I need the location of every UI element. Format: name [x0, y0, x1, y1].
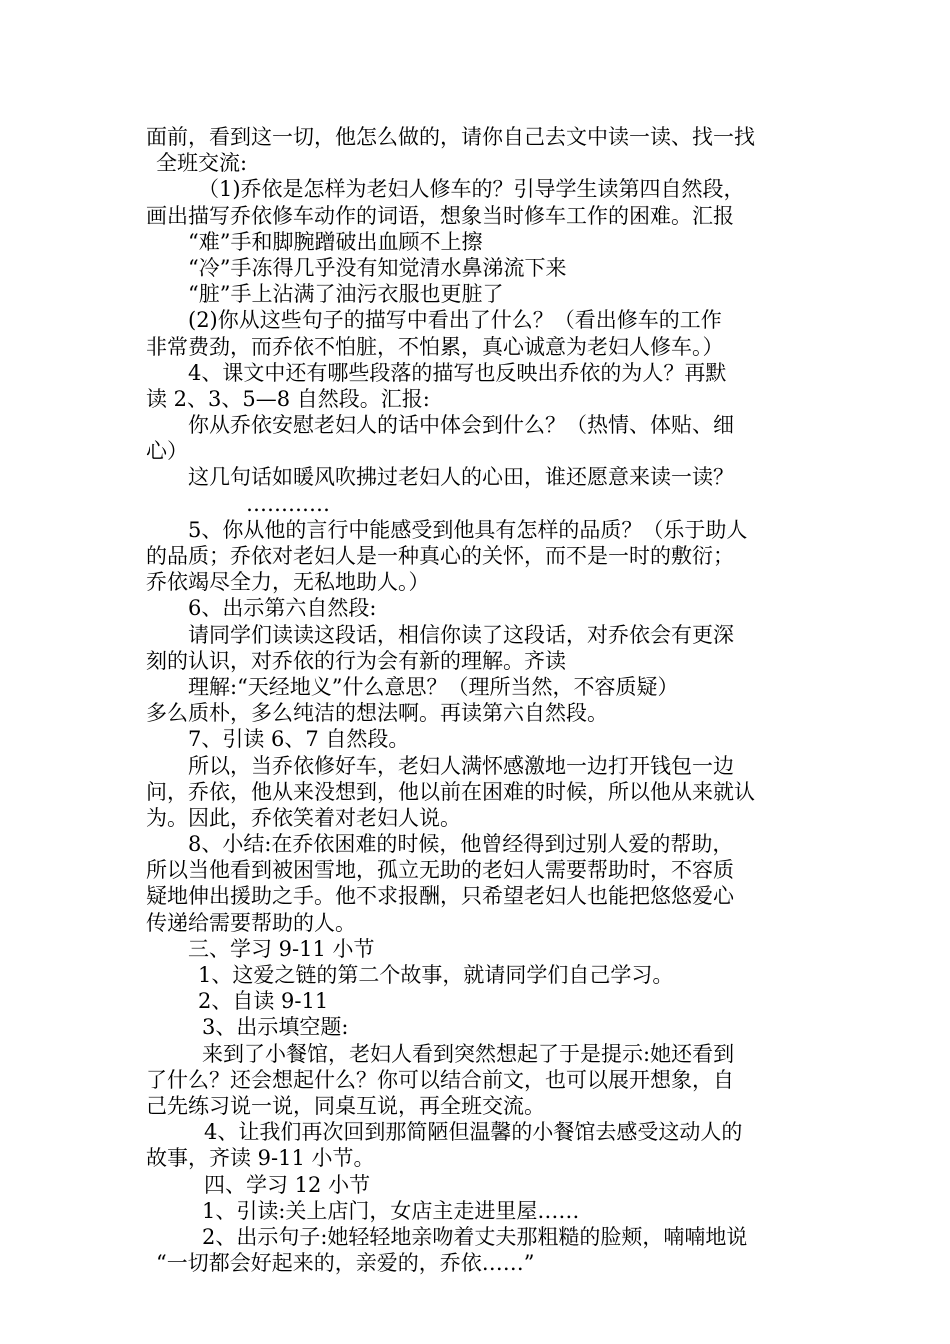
text-line: 的品质；乔依对老妇人是一种真心的关怀，而不是一时的敷衍； — [146, 544, 734, 568]
text-line: 己先练习说一说，同桌互说，再全班交流。 — [146, 1093, 545, 1118]
text-line: 画出描写乔依修车动作的词语，想象当时修车工作的困难。汇报 — [146, 203, 734, 228]
text-line: 故事，齐读 9-11 小节。 — [146, 1146, 375, 1171]
text-line: 5、你从他的言行中能感受到他具有怎样的品质？（乐于助人 — [188, 517, 748, 542]
text-line: 非常费劲，而乔依不怕脏，不怕累，真心诚意为老妇人修车。） — [146, 334, 724, 359]
text-line: “脏”手上沾满了油污衣服也更脏了 — [188, 282, 504, 307]
text-line: 6、出示第六自然段: — [188, 596, 377, 621]
text-line: 三、学习 9-11 小节 — [188, 936, 375, 961]
text-line: 这几句话如暖风吹拂过老妇人的心田，谁还愿意来读一读？ — [188, 465, 734, 490]
text-line: “难”手和脚腕蹭破出血顾不上擦 — [188, 229, 483, 254]
text-line: 所以当他看到被困雪地，孤立无助的老妇人需要帮助时，不容质 — [146, 858, 734, 883]
text-line: 来到了小餐馆，老妇人看到突然想起了于是提示:她还看到 — [202, 1041, 735, 1066]
text-line: 请同学们读读这段话，相信你读了这段话，对乔依会有更深 — [188, 622, 734, 647]
text-line: 4、课文中还有哪些段落的描写也反映出乔依的为人？再默 — [188, 360, 727, 385]
text-line: 7、引读 6、7 自然段。 — [188, 727, 410, 752]
text-line: 问，乔依，他从来没想到，他以前在困难的时候，所以他从来就认 — [146, 779, 755, 804]
text-line: 乔依竭尽全力，无私地助人。） — [146, 570, 430, 595]
text-line: 3、出示填空题: — [202, 1015, 349, 1040]
text-line: 为。因此，乔依笑着对老妇人说。 — [146, 805, 461, 830]
text-line: 心） — [146, 439, 188, 464]
text-line: 多么质朴，多么纯洁的想法啊。再读第六自然段。 — [146, 701, 608, 726]
text-line: 2、自读 9-11 — [198, 989, 329, 1014]
text-line: 面前，看到这一切，他怎么做的，请你自己去文中读一读、找一找 — [146, 125, 755, 149]
text-line: 传递给需要帮助的人。 — [146, 910, 356, 935]
text-line: 四、学习 12 小节 — [204, 1172, 371, 1197]
text-line: 疑地伸出援助之手。他不求报酬，只希望老妇人也能把悠悠爱心 — [146, 884, 734, 909]
text-line: ………… — [246, 491, 330, 516]
text-line: 你从乔依安慰老妇人的话中体会到什么？（热情、体贴、细 — [188, 413, 734, 438]
text-line: 了什么？还会想起什么？你可以结合前文，也可以展开想象，自 — [146, 1067, 734, 1092]
document-body — [146, 124, 811, 1276]
text-line: “一切都会好起来的，亲爱的，乔依……” — [156, 1251, 535, 1276]
text-line: 1、这爱之链的第二个故事，就请同学们自己学习。 — [198, 963, 674, 987]
text-line: 所以，当乔依修好车，老妇人满怀感激地一边打开钱包一边 — [188, 753, 734, 778]
text-line: 理解:“天经地义”什么意思？（理所当然，不容质疑） — [188, 674, 679, 699]
text-line: 8、小结:在乔依困难的时候，他曾经得到过别人爱的帮助， — [188, 832, 734, 857]
text-line: 2、出示句子:她轻轻地亲吻着丈夫那粗糙的脸颊，喃喃地说 — [202, 1224, 748, 1249]
text-line: 读 2、3、5—8 自然段。汇报: — [146, 386, 430, 411]
text-line: 1、引读:关上店门，女店主走进里屋…… — [202, 1198, 580, 1223]
text-line: 刻的认识，对乔依的行为会有新的理解。齐读 — [146, 648, 566, 673]
text-line: 全班交流: — [156, 151, 248, 176]
text-line: “冷”手冻得几乎没有知觉清水鼻涕流下来 — [188, 255, 567, 280]
text-line: 4、让我们再次回到那简陋但温馨的小餐馆去感受这动人的 — [204, 1120, 743, 1145]
text-line: （1)乔依是怎样为老妇人修车的？引导学生读第四自然段， — [198, 177, 745, 202]
text-line: (2)你从这些句子的描写中看出了什么？（看出修车的工作 — [188, 308, 722, 333]
